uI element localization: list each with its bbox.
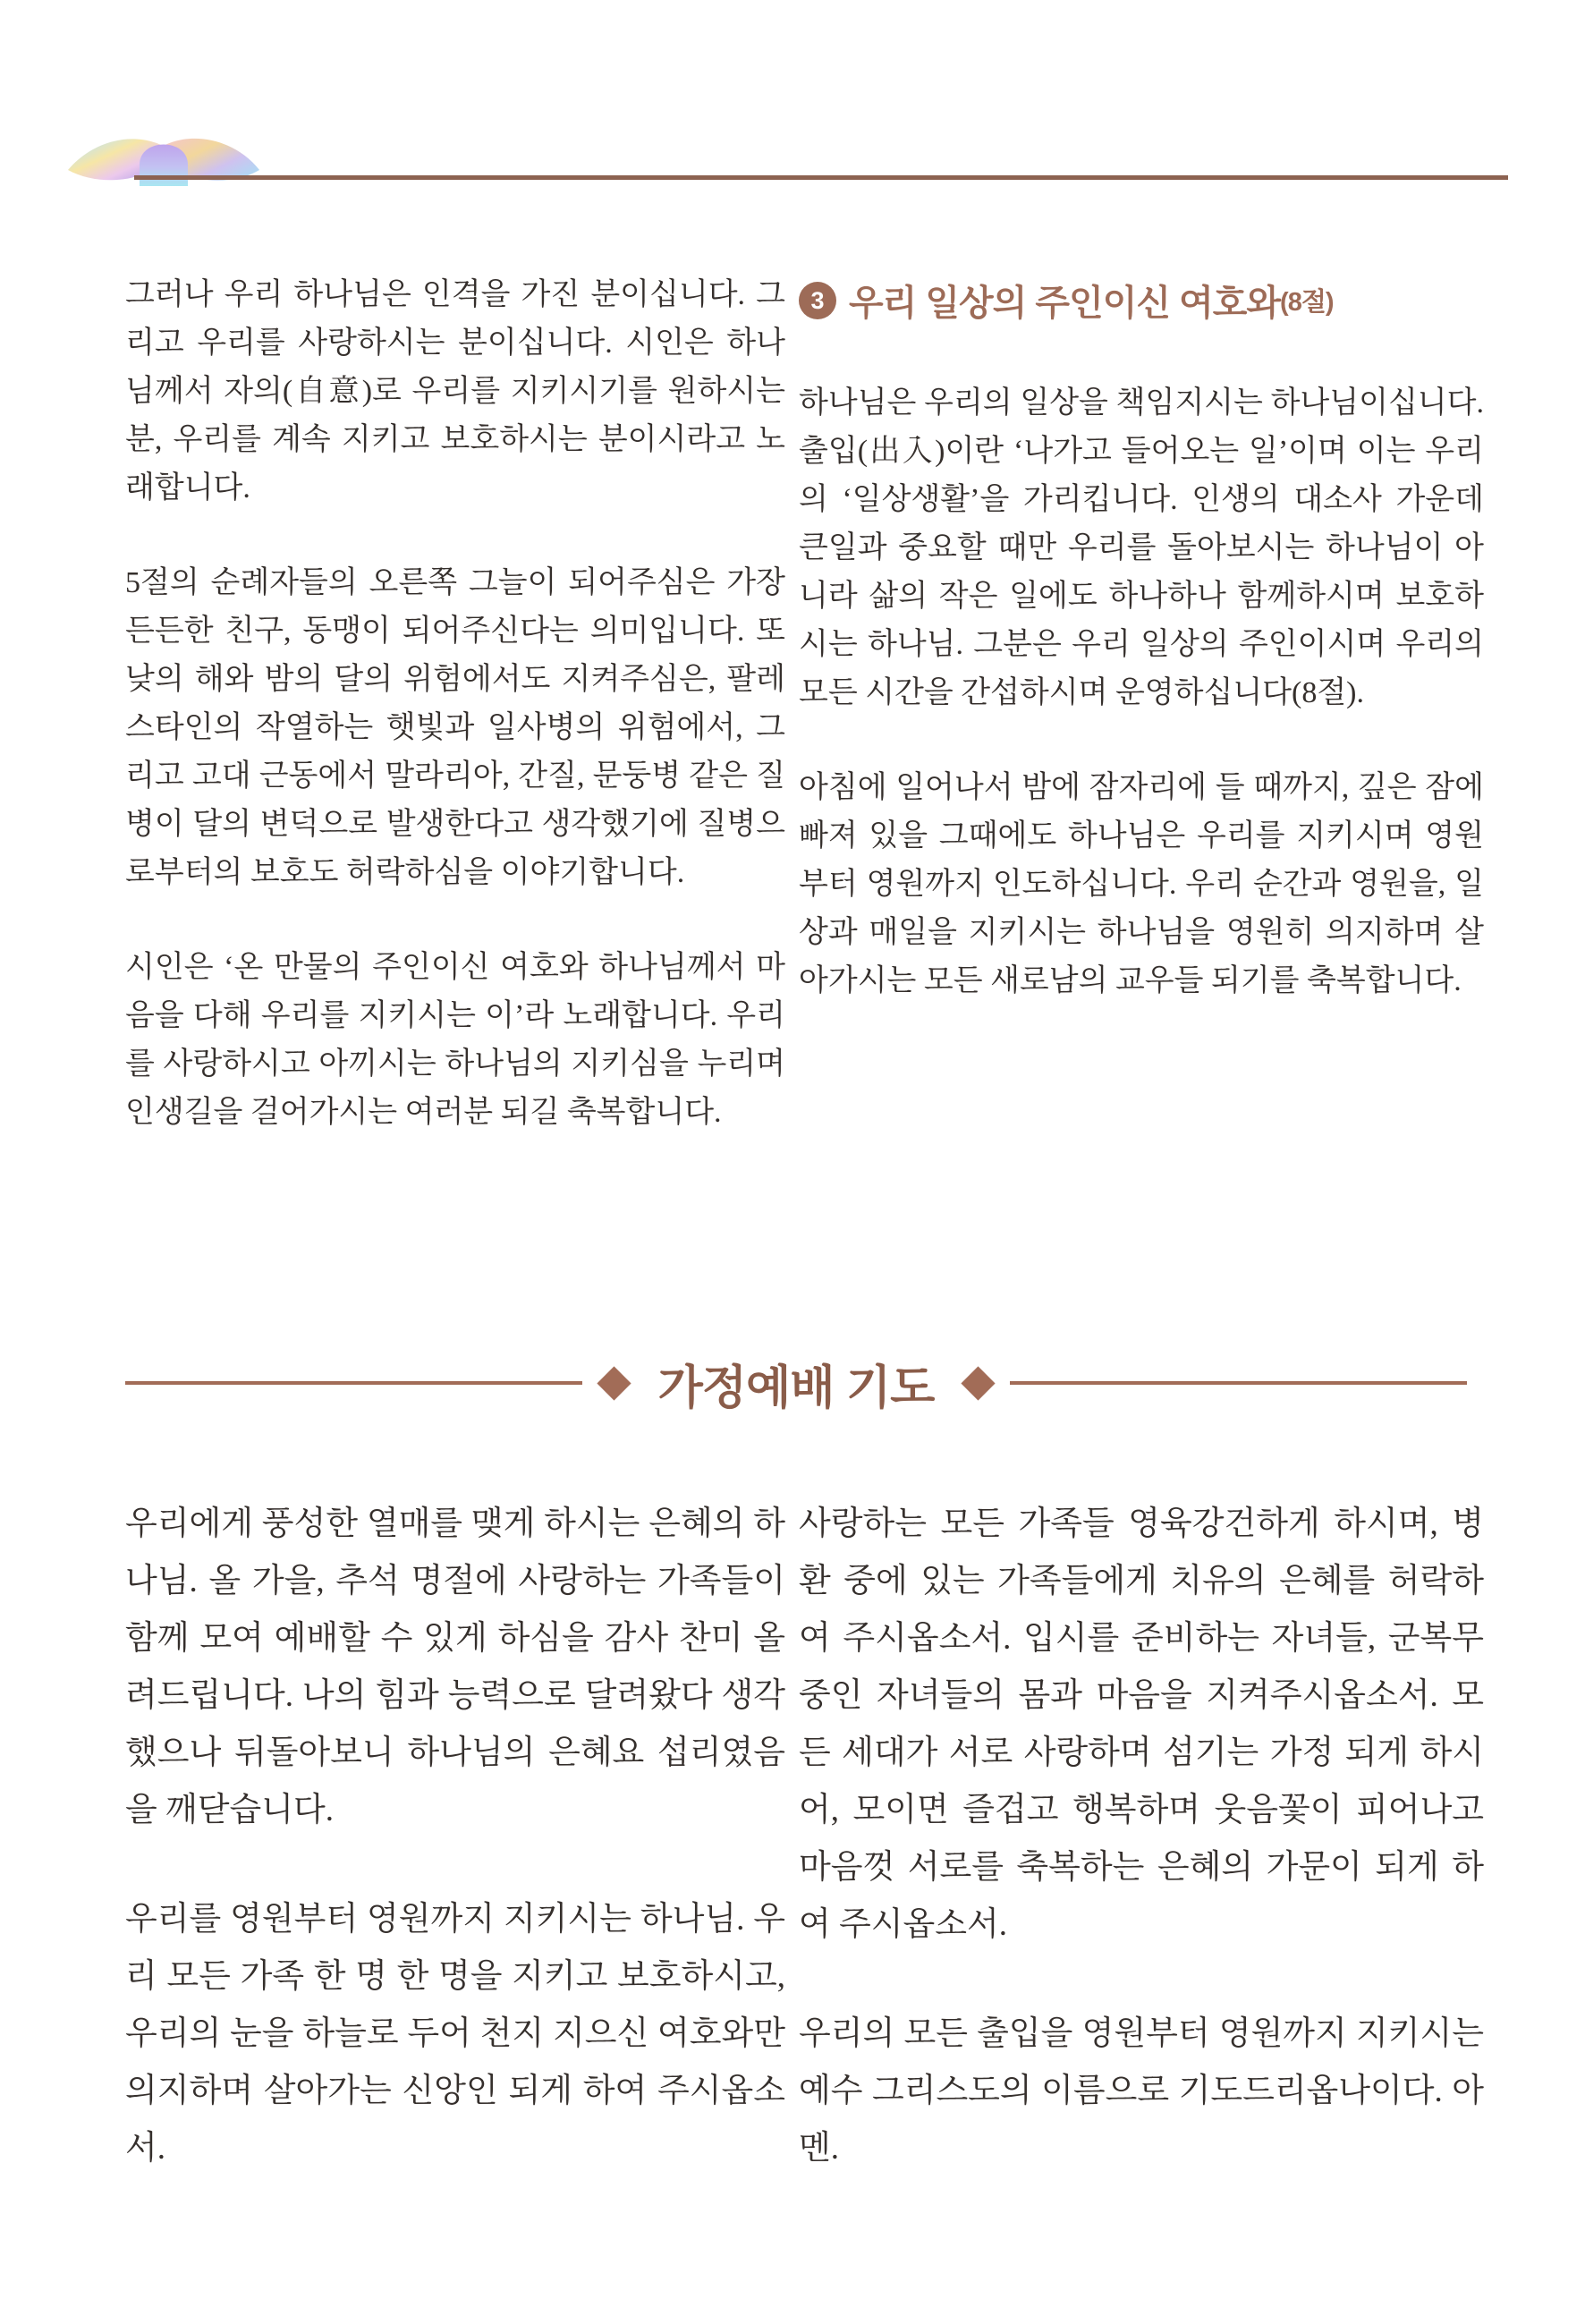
diamond-icon bbox=[962, 1366, 996, 1400]
divider-line-right bbox=[1010, 1381, 1467, 1385]
commentary-left-column bbox=[125, 271, 785, 1183]
prayer-section-divider bbox=[125, 1347, 1467, 1419]
commentary-paragraph: 그러나 우리 하나님은 인격을 가진 분이십니다. 그리고 우리를 사랑하시는 분이십니다. 시인은 하나님께서 자의(自意)로 우리를 지키시기를 원하시는 분, 우리를 계속 지키고 보호하시는 분이시라고 노래합니다. bbox=[125, 278, 785, 505]
commentary-right-column bbox=[799, 271, 1484, 1052]
commentary-paragraph: 5절의 순례자들의 오른쪽 그늘이 되어주심은 가장 든든한 친구, 동맹이 되어주신다는 의미입니다. 또 낮의 해와 밤의 달의 위험에서도 지켜주심은, 팔레스타인의 작열하는 햇빛과 일사병의 위험에서, 그리고 고대 근동에서 말라리아, 간질, 문둥병 같은 질병이 달의 변덕으로 발생한다고 생각했기에 질병으로부터의 보호도 허락하심을 이야기합니다. bbox=[125, 566, 785, 889]
top-rule bbox=[134, 175, 1508, 180]
section-3-header bbox=[799, 275, 1484, 326]
commentary-paragraph: 아침에 일어나서 밤에 잠자리에 들 때까지, 깊은 잠에 빠져 있을 그때에도 하나님은 우리를 지키시며 영원부터 영원까지 인도하십니다. 우리 순간과 영원을, 일상과 매일을 지키시는 하나님을 영원히 의지하며 살아가시는 모든 새로남의 교우들 되기를 축복합니다. bbox=[799, 771, 1484, 997]
prayer-paragraph: 우리를 영원부터 영원까지 지키시는 하나님. 우리 모든 가족 한 명 한 명을 지키고 보호하시고, 우리의 눈을 하늘로 두어 천지 지으신 여호와만 의지하며 살아가는 신앙인 되게 하여 주시옵소서. bbox=[125, 1901, 785, 2167]
commentary-paragraph: 하나님은 우리의 일상을 책임지시는 하나님이십니다. 출입(出入)이란 ‘나가고 들어오는 일’이며 이는 우리의 ‘일상생활’을 가리킵니다. 인생의 대소사 가운데 큰일과 중요할 때만 우리를 돌아보시는 하나님이 아니라 삶의 작은 일에도 하나하나 함께하시며 보호하시는 하나님. 그분은 우리 일상의 주인이시며 우리의 모든 시간을 간섭하시며 운영하십니다(8절). bbox=[799, 386, 1484, 709]
prayer-paragraph: 사랑하는 모든 가족들 영육강건하게 하시며, 병환 중에 있는 가족들에게 치유의 은혜를 허락하여 주시옵소서. 입시를 준비하는 자녀들, 군복무 중인 자녀들의 몸과 마음을 지켜주시옵소서. 모든 세대가 서로 사랑하며 섬기는 가정 되게 하시어, 모이면 즐겁고 행복하며 웃음꽃이 피어나고 마음껏 서로를 축복하는 은혜의 가문이 되게 하여 주시옵소서. bbox=[799, 1506, 1484, 1943]
divider-line-left bbox=[125, 1381, 582, 1385]
circled-number-3-icon: 3 bbox=[799, 282, 836, 319]
commentary-paragraph: 시인은 ‘온 만물의 주인이신 여호와 하나님께서 마음을 다해 우리를 지키시는 이’라 노래합니다. 우리를 사랑하시고 아끼시는 하나님의 지키심을 누리며 인생길을 걸어가시는 여러분 되길 축복합니다. bbox=[125, 951, 785, 1129]
prayer-section-title: 가정예배 기도 bbox=[657, 1361, 935, 1414]
diamond-icon bbox=[597, 1366, 631, 1400]
prayer-right-column bbox=[799, 1496, 1484, 2229]
prayer-left-column bbox=[125, 1496, 785, 2229]
section-3-verse-ref: (8절) bbox=[1280, 288, 1334, 317]
pastel-leaf-logo-icon bbox=[64, 122, 263, 191]
prayer-paragraph: 우리에게 풍성한 열매를 맺게 하시는 은혜의 하나님. 올 가을, 추석 명절에 사랑하는 가족들이 함께 모여 예배할 수 있게 하심을 감사 찬미 올려드립니다. 나의 힘과 능력으로 달려왔다 생각했으나 뒤돌아보니 하나님의 은혜요 섭리였음을 깨닫습니다. bbox=[125, 1506, 785, 1828]
section-3-title: 우리 일상의 주인이신 여호와 bbox=[849, 284, 1281, 323]
prayer-paragraph: 우리의 모든 출입을 영원부터 영원까지 지키시는 예수 그리스도의 이름으로 기도드리옵나이다. 아멘. bbox=[799, 2015, 1484, 2167]
